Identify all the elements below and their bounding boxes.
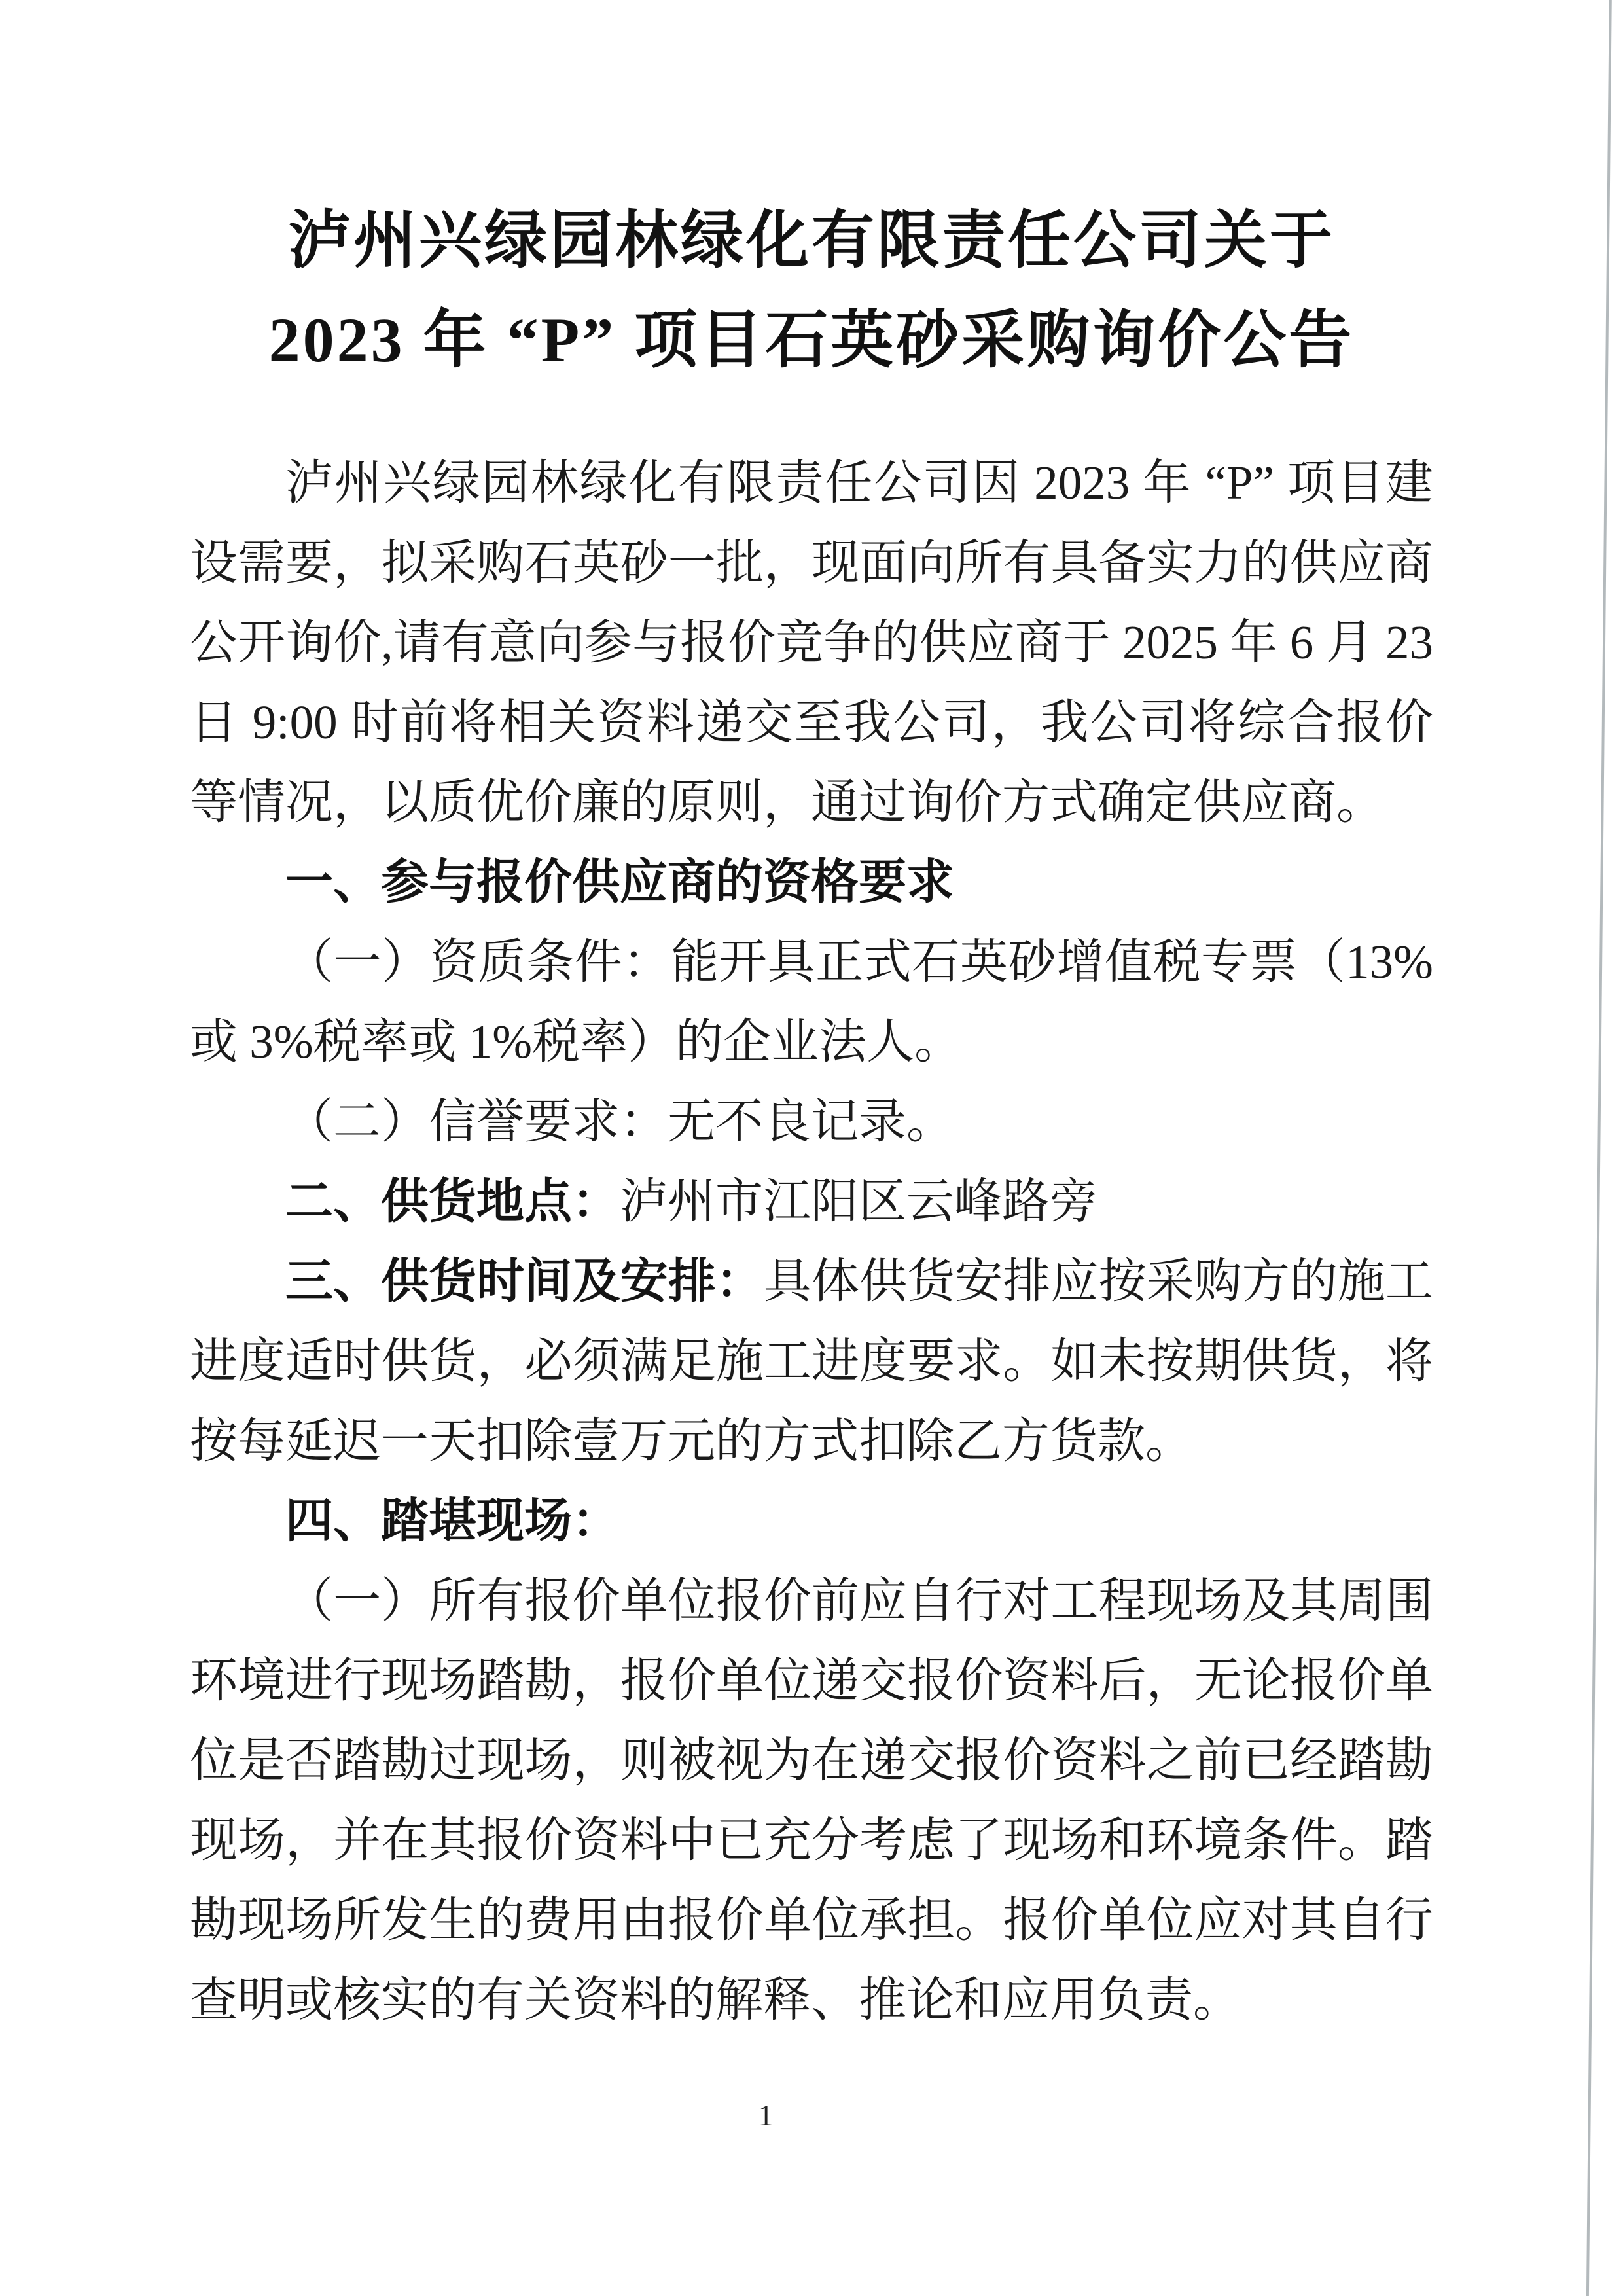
section-2-heading-label: 二、供货地点： [285, 1175, 620, 1228]
clause-1-1 [190, 922, 1433, 1082]
clause-4-1-text: （一）所有报价单位报价前应自行对工程现场及其周围环境进行现场踏勘，报价单位递交报价资料后，无论报价单位是否踏勘过现场，则被视为在递交报价资料之前已经踏勘现场，并在其报价资料中已充分考虑了现场和环境条件。踏勘现场所发生的费用由报价单位承担。报价单位应对其自行查明或核实的有关资料的解释、推论和应用负责。 [190, 1574, 1433, 2026]
section-1-heading-label: 一、参与报价供应商的资格要求 [285, 855, 954, 908]
section-3-heading [190, 1242, 1433, 1481]
section-4-heading [190, 1481, 1433, 1561]
section-2-heading-text: 泸州市江阳区云峰路旁 [620, 1175, 1097, 1228]
section-3-heading-label: 三、供货时间及安排： [285, 1255, 764, 1308]
page-number: 1 [758, 2098, 774, 2132]
scan-line-artifact [1586, 0, 1612, 2296]
section-1-heading [190, 842, 1433, 922]
document-body [190, 443, 1433, 2040]
document-title [190, 191, 1433, 390]
intro-paragraph [190, 443, 1433, 842]
clause-1-2 [190, 1082, 1433, 1162]
clause-1-2-text: （二）信誉要求：无不良记录。 [285, 1095, 954, 1148]
title-line-2: 2023 年 “P” 项目石英砂采购询价公告 [268, 305, 1355, 375]
clause-1-1-text: （一）资质条件：能开具正式石英砂增值税专票（13%或 3%税率或 1%税率）的企业法人。 [190, 935, 1433, 1068]
clause-4-1 [190, 1561, 1433, 2040]
section-2-heading [190, 1162, 1433, 1242]
section-4-heading-label: 四、踏堪现场： [285, 1494, 620, 1547]
title-line-1: 泸州兴绿园林绿化有限责任公司关于 [288, 206, 1335, 276]
section-3-heading-text: 具体供货安排应按采购方的施工进度适时供货，必须满足施工进度要求。如未按期供货，将按每延迟一天扣除壹万元的方式扣除乙方货款。 [190, 1255, 1434, 1467]
intro-paragraph-text: 泸州兴绿园林绿化有限责任公司因 2023 年 “P” 项目建设需要，拟采购石英砂一批，现面向所有具备实力的供应商公开询价,请有意向参与报价竞争的供应商于 2025 年 6 月 23 日 9:00 时前将相关资料递交至我公司，我公司将综合报价等情况，以质优价廉的原则，通过询价方式确定供应商。 [190, 456, 1433, 829]
